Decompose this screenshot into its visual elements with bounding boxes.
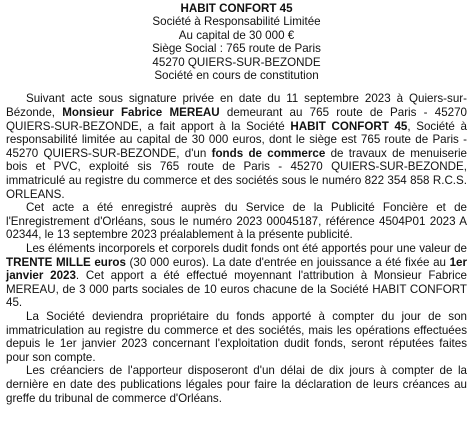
entry-date: 1er janvier 2023 <box>6 255 467 283</box>
legal-form: Société à Responsabilité Limitée <box>152 15 321 29</box>
contributor-name: Monsieur Fabrice MEREAU <box>62 106 220 120</box>
paragraph-creditors: Les créanciers de l'apporteur disposeront d'un délai de dix jours à compter de la dernière en date des publications légales pour faire la déclaration de leurs créances au greffe du tribunal de commerce d'Orléans. <box>6 364 467 405</box>
paragraph-ownership: La Société deviendra propriétaire du fonds apporté à compter du jour de son immatriculation au registre du commerce et des sociétés, mais les opérations effectuées depuis le 1er janvier 2023 concernant l'exploitation dudit fonds, seront réputées faites pour son compte. <box>6 309 467 364</box>
p1-text-c: demeurant au 765 route de Paris - 45270 QUIERS-SUR-BEZONDE, a fait apport à la Société <box>6 106 467 133</box>
business-asset-term: fonds de commerce <box>211 146 326 160</box>
paragraph-valuation <box>6 242 467 310</box>
p1-text-g: de travaux de menuiserie bois et PVC, exploité sis 765 route de Paris - 45270 QUIERS-SUR-BEZONDE, immatriculé au registre du commerce et des sociétés sous le numéro 822 354 858 R.C.S. ORLEANS. <box>6 146 467 201</box>
p3-text-a: Les éléments incorporels et corporels dudit fonds ont été apportés pour une valeur de <box>26 241 467 255</box>
notice-header <box>6 2 467 82</box>
company-name: HABIT CONFORT 45 <box>180 2 293 15</box>
notice-body <box>6 92 467 405</box>
paragraph-contribution-deed <box>6 92 467 201</box>
city: 45270 QUIERS-SUR-BEZONDE <box>152 55 321 69</box>
paragraph-registration: Cet acte a été enregistré auprès du Service de la Publicité Foncière et de l'Enregistrement d'Orléans, sous le numéro 2023 00045187, référence 4504P01 2023 A 02344, le 13 septembre 2023 préalablement à la présente publicité. <box>6 201 467 242</box>
p3-text-e: . Cet apport a été effectué moyennant l'attribution à Monsieur Fabrice MEREAU, de 3 000 parts sociales de 10 euros chacune de la Société HABIT CONFORT 45. <box>6 269 467 310</box>
registered-seat: Siège Social : 765 route de Paris <box>152 42 321 56</box>
p1-text-a: Suivant acte sous signature privée en date du 11 septembre 2023 à Quiers-sur-Bézonde, <box>6 92 467 120</box>
p1-text-e: , Société à responsabilité limitée au capital de 30 000 euros, dont le siège est 765 route de Paris - 45270 QUIERS-SUR-BEZONDE, d'un <box>6 119 467 160</box>
valuation-amount: TRENTE MILLE euros <box>6 255 126 269</box>
capital: Au capital de 30 000 € <box>178 28 295 42</box>
constitution-status: Société en cours de constitution <box>154 69 319 83</box>
company-name-inline: HABIT CONFORT 45 <box>290 119 408 133</box>
p3-text-c: (30 000 euros). La date d'entrée en jouissance a été fixée au <box>125 255 450 269</box>
